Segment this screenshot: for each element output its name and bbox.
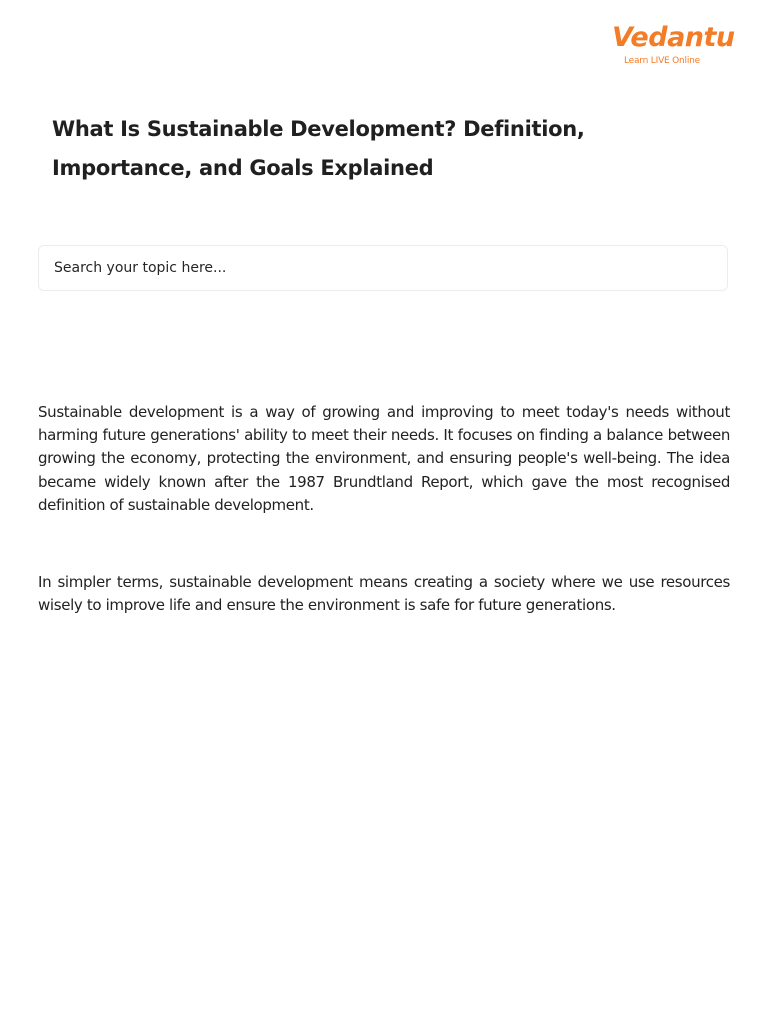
logo-tagline: Learn LIVE Online <box>623 56 701 66</box>
vedantu-logo[interactable] <box>612 22 735 67</box>
summary-paragraph: In simpler terms, sustainable development means creating a society where we use resources wisely to improve life and ensure the environment is safe for future generations. <box>38 573 730 615</box>
intro-paragraph: Sustainable development is a way of growing and improving to meet today's needs without harming future generations' ability to meet their needs. It focuses on finding a balance between growing the economy, protecting the environment, and ensuring people's well-being. The idea became widely known after the 1987 Brundtland Report, which gave the most recognised definition of sustainable development. <box>38 403 730 514</box>
search-placeholder: Search your topic here... <box>54 260 227 276</box>
page-title: What Is Sustainable Development? Definition, Importance, and Goals Explained <box>52 117 585 180</box>
search-input[interactable] <box>38 245 728 291</box>
logo-wordmark: Vedantu <box>612 22 735 53</box>
